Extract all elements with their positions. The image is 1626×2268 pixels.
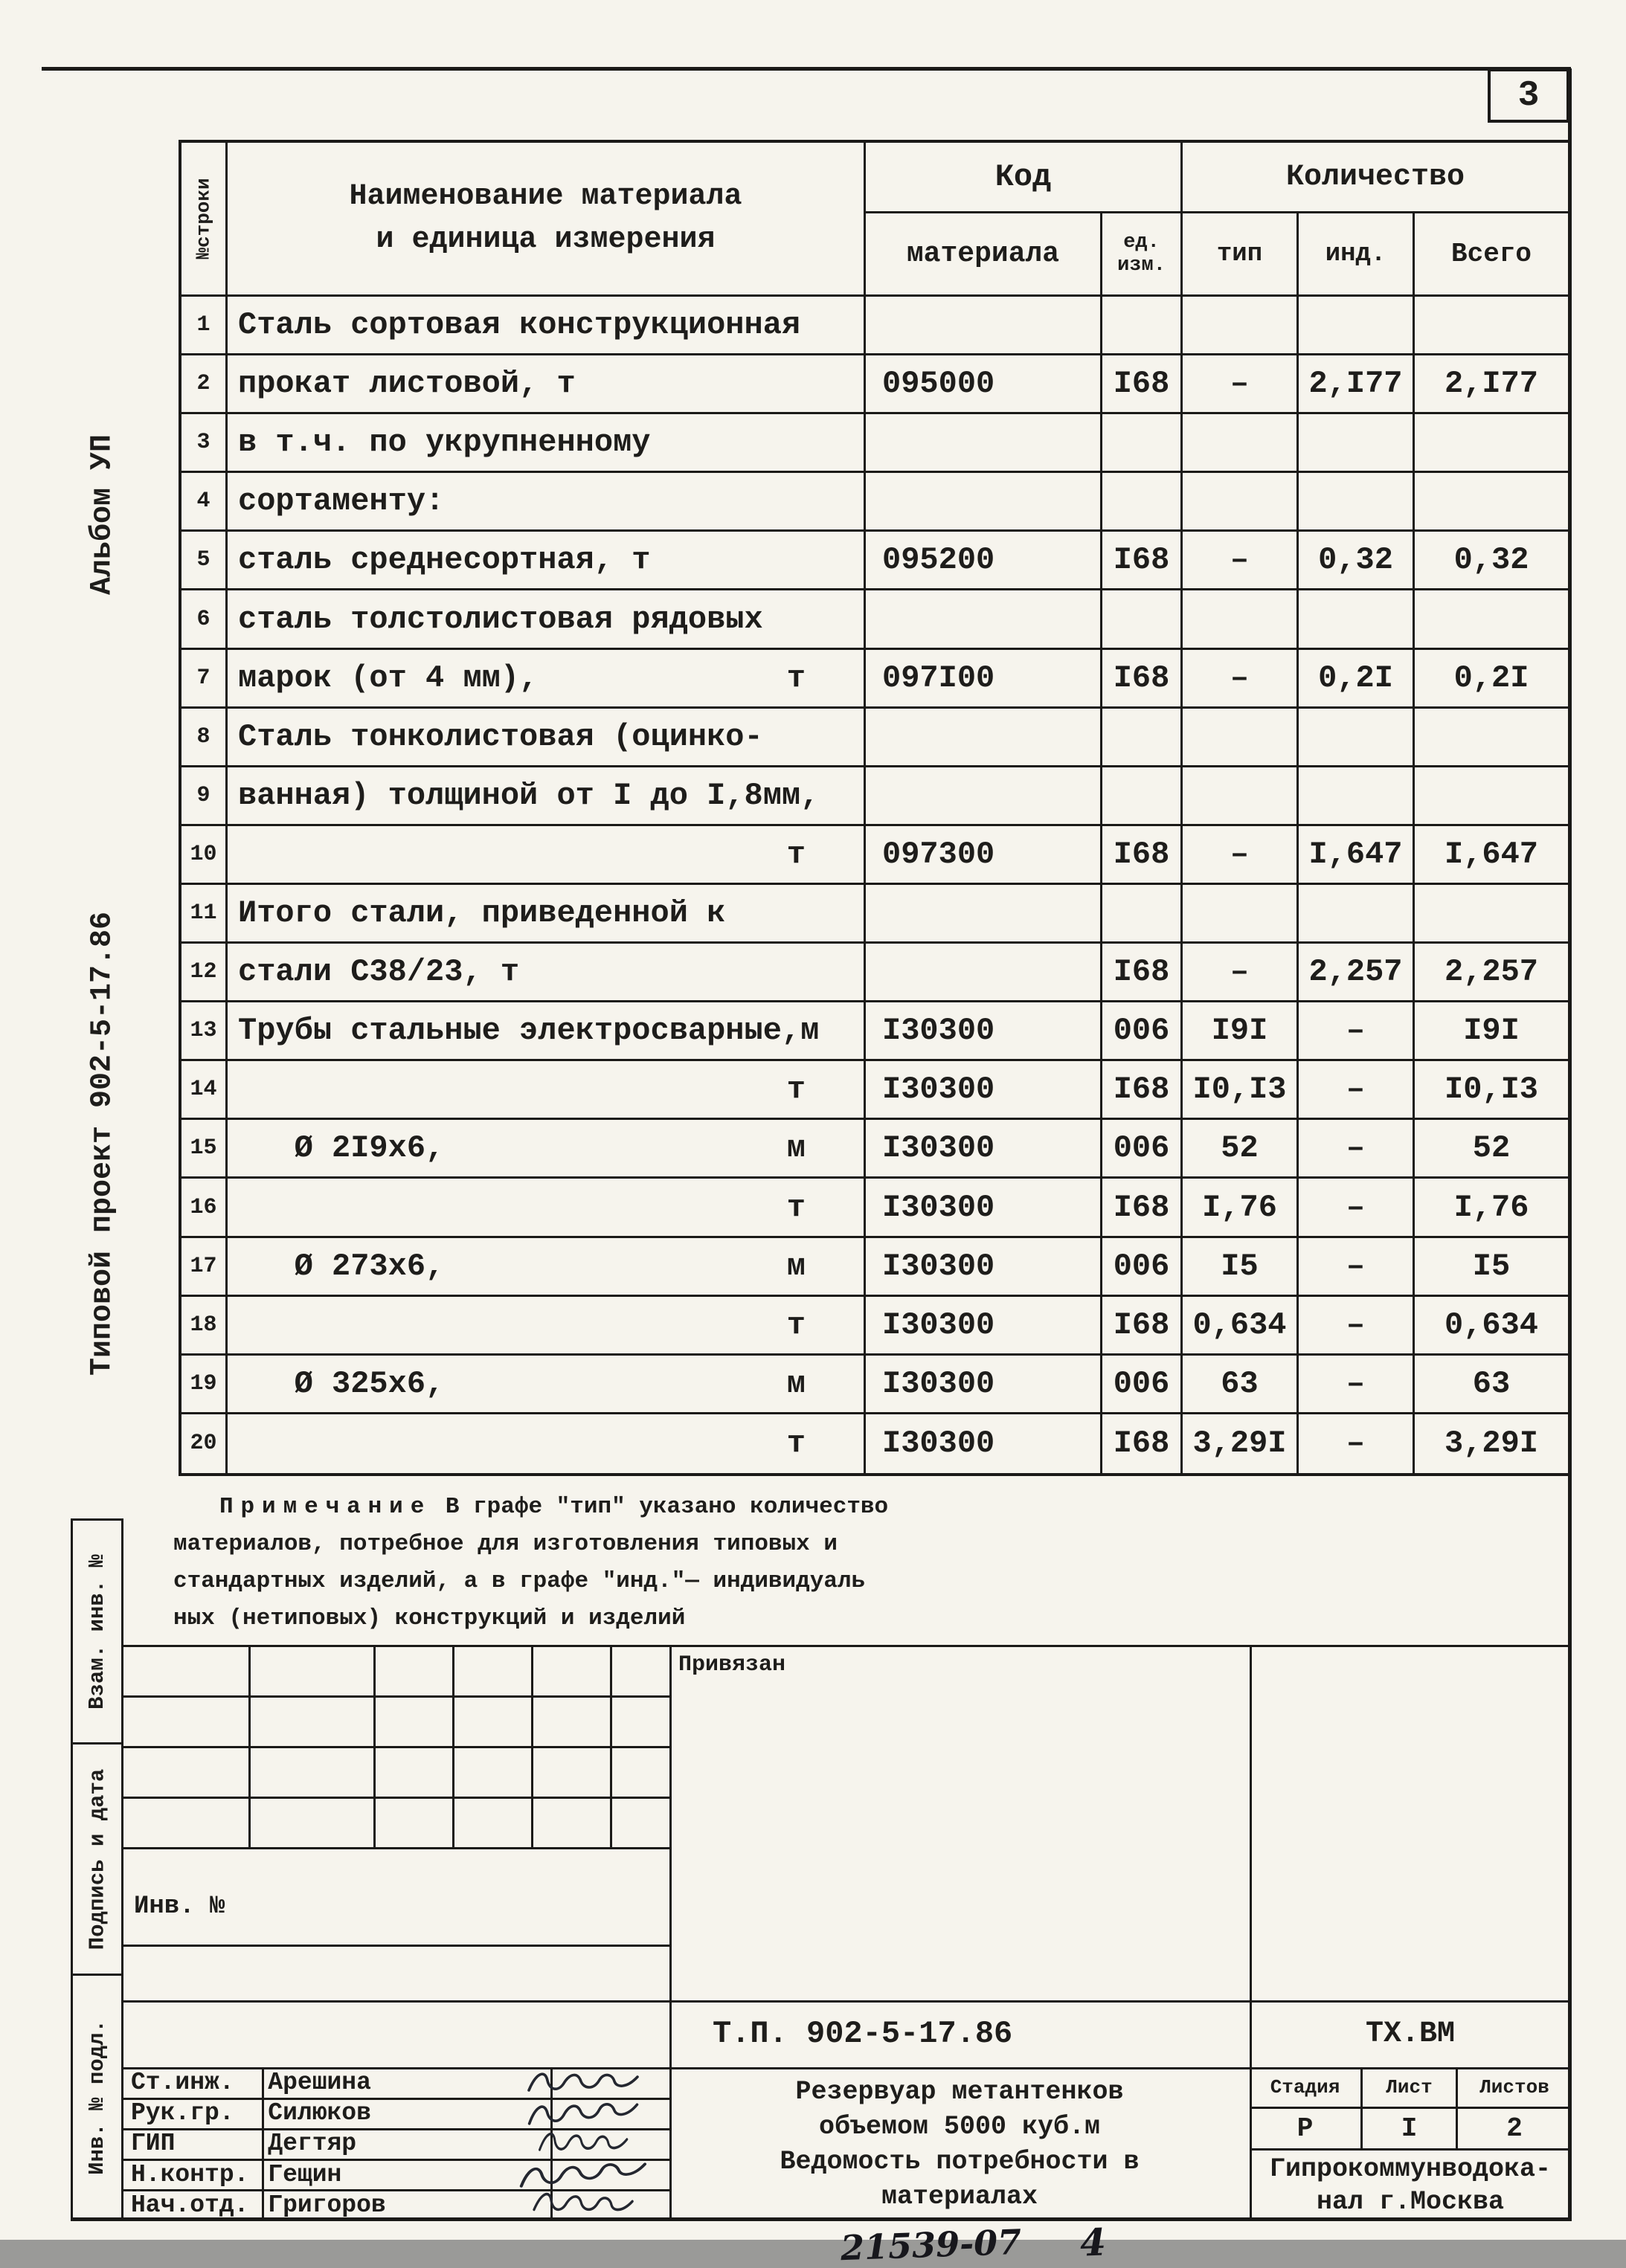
material-code: 095200 <box>866 532 1102 590</box>
header-material-name-line1: Наименование материала <box>349 180 742 213</box>
qty-tip: 52 <box>1183 1120 1299 1179</box>
material-code <box>866 414 1102 473</box>
row-number: 1 <box>181 297 228 355</box>
qty-total <box>1415 297 1568 355</box>
material-name <box>228 1120 866 1179</box>
material-code <box>866 885 1102 944</box>
qty-total: 52 <box>1415 1120 1568 1179</box>
signature-name: Гещин <box>268 2160 342 2188</box>
qty-total: I9I <box>1415 1002 1568 1061</box>
grid-line <box>610 1645 612 1847</box>
stamp-title-line2: объемом 5000 куб.м <box>818 2112 1101 2142</box>
unit-code: I68 <box>1102 650 1183 709</box>
qty-ind: 0,32 <box>1299 532 1415 590</box>
qty-ind: – <box>1299 1238 1415 1297</box>
strip-label-inv: Инв. № подл. <box>85 2019 109 2175</box>
top-rule <box>42 67 1571 71</box>
row-number: 13 <box>181 1002 228 1061</box>
signature-row <box>123 2067 669 2098</box>
qty-tip: – <box>1183 826 1299 885</box>
material-code: 097300 <box>866 826 1102 885</box>
qty-total: I,647 <box>1415 826 1568 885</box>
material-name-text: сортаменту: <box>238 483 445 520</box>
material-name-text: прокат листовой, т <box>238 366 576 402</box>
qty-ind: 0,2I <box>1299 650 1415 709</box>
material-name <box>228 944 866 1002</box>
unit-code <box>1102 709 1183 767</box>
unit-code <box>1102 297 1183 355</box>
material-unit-right: м <box>786 1130 806 1167</box>
row-number: 17 <box>181 1238 228 1297</box>
material-unit-right: т <box>786 1189 806 1225</box>
signature-role: Н.контр. <box>131 2160 249 2188</box>
qty-total: 3,29I <box>1444 1425 1539 1462</box>
qty-tip <box>1183 885 1299 944</box>
material-name-text: Ø 273x6, <box>238 1248 445 1284</box>
header-unit-line1: ед. <box>1123 231 1160 254</box>
unit-code <box>1102 414 1183 473</box>
material-name <box>228 297 866 355</box>
grid-line <box>123 1945 669 1947</box>
material-code: I30300 <box>866 1297 1102 1356</box>
material-code: I30300 <box>866 1179 1102 1237</box>
organization-line1: Гипрокоммунводока- <box>1269 2154 1552 2184</box>
qty-total: 0,634 <box>1415 1297 1568 1356</box>
grid-line <box>123 1645 1571 1647</box>
note-line-2: материалов, потребное для изготовления типовых и <box>173 1531 838 1557</box>
strip-box-podpis <box>73 1742 121 1974</box>
qty-ind: I,647 <box>1299 826 1415 885</box>
note-label: Примечание <box>219 1494 432 1520</box>
qty-ind <box>1299 590 1415 649</box>
material-name <box>228 1297 866 1356</box>
row-number: 10 <box>181 826 228 885</box>
stage-value: Р <box>1250 2109 1363 2151</box>
row-number: 5 <box>181 532 228 590</box>
unit-code: 006 <box>1102 1002 1183 1061</box>
material-name <box>228 1238 866 1297</box>
qty-total: 63 <box>1415 1356 1568 1414</box>
stage-table <box>1250 2067 1571 2220</box>
qty-ind: – <box>1299 1002 1415 1061</box>
qty-ind <box>1299 297 1415 355</box>
qty-tip: – <box>1183 532 1299 590</box>
grid-line <box>123 1847 669 1849</box>
qty-total: I0,I3 <box>1415 1061 1568 1120</box>
material-name <box>228 650 866 709</box>
material-code: I30300 <box>866 1356 1102 1414</box>
signature-row <box>123 2190 669 2220</box>
material-name-text: Трубы стальные электросварные,м <box>238 1013 820 1049</box>
handwritten-page-number: 4 <box>1079 2220 1107 2265</box>
sheets-col-header: Листов <box>1458 2067 1571 2109</box>
material-unit-right: т <box>786 836 806 872</box>
header-tip: тип <box>1183 213 1299 297</box>
qty-ind <box>1299 473 1415 532</box>
inv-no-label: Инв. № <box>134 1892 225 1921</box>
signature-role: Ст.инж. <box>131 2069 234 2097</box>
row-number: 6 <box>181 590 228 649</box>
row-number: 16 <box>181 1179 228 1237</box>
qty-ind: – <box>1299 1179 1415 1237</box>
row-number: 15 <box>181 1120 228 1179</box>
header-material-code: материала <box>866 213 1102 297</box>
row-number: 11 <box>181 885 228 944</box>
unit-code <box>1102 885 1183 944</box>
qty-tip: 3,29I <box>1183 1414 1299 1473</box>
row-number: 4 <box>181 473 228 532</box>
signature-name: Арешина <box>268 2069 371 2097</box>
qty-total: 2,257 <box>1415 944 1568 1002</box>
row-number: 14 <box>181 1061 228 1120</box>
header-code-group: Код <box>866 143 1183 213</box>
sheets-value: 2 <box>1458 2109 1571 2151</box>
signature-row <box>123 2128 669 2159</box>
material-name <box>228 473 866 532</box>
signature-role: ГИП <box>131 2130 176 2158</box>
row-number: 18 <box>181 1297 228 1356</box>
row-number: 12 <box>181 944 228 1002</box>
header-row-number <box>181 143 228 297</box>
unit-code: I68 <box>1102 532 1183 590</box>
material-name <box>228 709 866 767</box>
signature-role: Рук.гр. <box>131 2099 234 2127</box>
unit-code: I68 <box>1102 1061 1183 1120</box>
material-name <box>228 1356 866 1414</box>
row-number: 3 <box>181 414 228 473</box>
note-block <box>173 1489 1006 1637</box>
note-line-3: стандартных изделий, а в графе "инд."— индивидуаль <box>173 1568 866 1594</box>
grid-line <box>123 1695 669 1698</box>
row-number: 20 <box>181 1414 228 1473</box>
organization-name <box>1250 2151 1571 2220</box>
material-code: I30300 <box>866 1120 1102 1179</box>
header-material-name-line2: и единица измерения <box>376 223 716 257</box>
organization-line2: нал г.Москва <box>1316 2187 1505 2217</box>
material-name-text: Ø 325x6, <box>238 1365 445 1402</box>
grid-line <box>123 1797 669 1799</box>
qty-total <box>1415 709 1568 767</box>
material-unit-right: т <box>786 1307 806 1343</box>
qty-tip <box>1183 414 1299 473</box>
grid-line <box>248 1645 251 1847</box>
privyazan-label: Привязан <box>678 1652 786 1678</box>
qty-total <box>1415 885 1568 944</box>
qty-ind: – <box>1299 1297 1415 1356</box>
material-name <box>228 1002 866 1061</box>
material-name-text: Сталь сортовая конструкционная <box>238 307 801 344</box>
material-unit-right: т <box>786 1072 806 1108</box>
qty-ind: 2,I77 <box>1299 355 1415 414</box>
qty-total <box>1415 590 1568 649</box>
qty-ind: – <box>1299 1120 1415 1179</box>
signature-name: Григоров <box>268 2191 386 2219</box>
unit-code: I68 <box>1102 1297 1183 1356</box>
qty-ind <box>1299 414 1415 473</box>
unit-code: 006 <box>1102 1238 1183 1297</box>
material-code <box>866 767 1102 826</box>
qty-total: 2,I77 <box>1415 355 1568 414</box>
header-ind: инд. <box>1299 213 1415 297</box>
strip-label-vzam: Взам. инв. № <box>85 1553 109 1710</box>
qty-ind: – <box>1299 1414 1415 1473</box>
unit-code: I68 <box>1102 1414 1183 1473</box>
project-label: Типовой проект 902-5-17.86 <box>86 911 120 1376</box>
row-number: 9 <box>181 767 228 826</box>
doc-type: ТХ.ВМ <box>1365 2017 1456 2051</box>
signature-row <box>123 2098 669 2128</box>
stamp-title-line3: Ведомость потребности в <box>780 2147 1140 2177</box>
material-name-text: в т.ч. по укрупненному <box>238 425 651 461</box>
note-line-1-text: В графе "тип" указано количество <box>445 1494 889 1520</box>
material-code: I30300 <box>866 1414 1102 1473</box>
unit-code: I68 <box>1102 944 1183 1002</box>
qty-tip: I5 <box>1183 1238 1299 1297</box>
stamp-title-line4: материалах <box>881 2182 1038 2211</box>
signature-scribble-icon <box>498 2068 669 2098</box>
qty-tip: I9I <box>1183 1002 1299 1061</box>
header-qty-group: Количество <box>1183 143 1568 213</box>
qty-tip <box>1183 709 1299 767</box>
unit-code <box>1102 473 1183 532</box>
signatures-block <box>123 2067 669 2220</box>
row-number: 19 <box>181 1356 228 1414</box>
material-name-text: сталь среднесортная, т <box>238 542 651 579</box>
material-code <box>866 709 1102 767</box>
unit-code: I68 <box>1102 355 1183 414</box>
header-total: Всего <box>1415 213 1568 297</box>
qty-tip <box>1183 590 1299 649</box>
strip-box-vzam <box>73 1521 121 1742</box>
material-name-text: Сталь тонколистовая (оцинко- <box>238 718 763 755</box>
grid-line <box>123 1746 669 1748</box>
qty-ind: – <box>1299 1356 1415 1414</box>
signature-name: Дегтяр <box>268 2130 357 2158</box>
unit-code: I68 <box>1102 1179 1183 1237</box>
signature-row <box>123 2159 669 2190</box>
qty-ind <box>1299 767 1415 826</box>
material-code: I30300 <box>866 1002 1102 1061</box>
strip-label-podpis: Подпись и дата <box>85 1768 110 1950</box>
material-unit-right: т <box>786 660 806 696</box>
material-code <box>866 473 1102 532</box>
row-number: 2 <box>181 355 228 414</box>
material-name <box>228 355 866 414</box>
qty-ind <box>1299 709 1415 767</box>
note-line-4: ных (нетиповых) конструкций и изделий <box>173 1605 686 1631</box>
material-code: 097I00 <box>866 650 1102 709</box>
stamp-title-line1: Резервуар метантенков <box>795 2077 1124 2107</box>
header-unit-line2: изм. <box>1117 254 1166 277</box>
unit-code: 006 <box>1102 1120 1183 1179</box>
album-label: Альбом УП <box>86 434 120 596</box>
material-name <box>228 414 866 473</box>
qty-total: I5 <box>1415 1238 1568 1297</box>
material-name-text: Итого стали, приведенной к <box>238 895 726 932</box>
qty-tip: I,76 <box>1183 1179 1299 1237</box>
doc-code: Т.П. 902-5-17.86 <box>713 2016 1013 2052</box>
material-unit-right: т <box>786 1425 806 1462</box>
header-row-number-label: №строки <box>192 178 215 260</box>
strip-box-inv <box>73 1974 121 2218</box>
left-stamp-strip <box>71 1518 123 2220</box>
material-name <box>228 1414 866 1473</box>
sheet-col-header: Лист <box>1363 2067 1458 2109</box>
material-code: I30300 <box>866 1238 1102 1297</box>
sheet-number: 3 <box>1517 75 1540 116</box>
qty-total: 0,2I <box>1415 650 1568 709</box>
qty-total <box>1415 767 1568 826</box>
material-name <box>228 1061 866 1120</box>
qty-tip <box>1183 767 1299 826</box>
note-line-1 <box>173 1489 1006 1526</box>
grid-line <box>452 1645 454 1847</box>
material-code <box>866 944 1102 1002</box>
material-code <box>866 297 1102 355</box>
qty-tip <box>1183 473 1299 532</box>
signature-name: Силюков <box>268 2099 371 2127</box>
material-name-text: Ø 2I9x6, <box>238 1130 445 1167</box>
material-name <box>228 885 866 944</box>
material-name-text: сталь толстолистовая рядовых <box>238 601 763 637</box>
qty-ind: 2,257 <box>1299 944 1415 1002</box>
unit-code <box>1102 590 1183 649</box>
material-name <box>228 1179 866 1237</box>
handwritten-doc-number: 21539-07 <box>840 2221 1023 2268</box>
material-name <box>228 532 866 590</box>
qty-total: I,76 <box>1415 1179 1568 1237</box>
qty-tip: 0,634 <box>1183 1297 1299 1356</box>
qty-total <box>1415 473 1568 532</box>
qty-tip: 63 <box>1183 1356 1299 1414</box>
qty-total <box>1415 414 1568 473</box>
sheet-number-box <box>1488 68 1569 123</box>
qty-tip: – <box>1183 650 1299 709</box>
row-number: 7 <box>181 650 228 709</box>
grid-line <box>531 1645 533 1847</box>
signature-role: Нач.отд. <box>131 2191 249 2219</box>
signature-scribble-icon <box>507 2186 662 2224</box>
qty-tip: – <box>1183 355 1299 414</box>
material-code: 095000 <box>866 355 1102 414</box>
material-name <box>228 590 866 649</box>
qty-tip: I0,I3 <box>1183 1061 1299 1120</box>
material-unit-right: м <box>786 1248 806 1284</box>
material-name <box>228 767 866 826</box>
header-material-name <box>228 143 866 297</box>
material-name-text: стали С38/23, т <box>238 954 520 990</box>
material-name-text: марок (от 4 мм), <box>238 660 539 696</box>
row-number: 8 <box>181 709 228 767</box>
material-name-text: ванная) толщиной от I до I,8мм, <box>238 777 820 814</box>
sheet-value: I <box>1363 2109 1458 2151</box>
qty-tip <box>1183 297 1299 355</box>
unit-code: 006 <box>1102 1356 1183 1414</box>
material-name <box>228 826 866 885</box>
grid-line <box>373 1645 376 1847</box>
qty-ind: – <box>1299 1061 1415 1120</box>
stage-col-header: Стадия <box>1250 2067 1363 2109</box>
header-unit <box>1102 213 1183 297</box>
material-code: I30300 <box>866 1061 1102 1120</box>
material-unit-right: м <box>786 1365 806 1402</box>
materials-table <box>179 140 1571 1476</box>
qty-total: 0,32 <box>1415 532 1568 590</box>
qty-ind <box>1299 885 1415 944</box>
qty-tip: – <box>1183 944 1299 1002</box>
stamp-title <box>669 2070 1250 2219</box>
unit-code <box>1102 767 1183 826</box>
unit-code: I68 <box>1102 826 1183 885</box>
material-code <box>866 590 1102 649</box>
